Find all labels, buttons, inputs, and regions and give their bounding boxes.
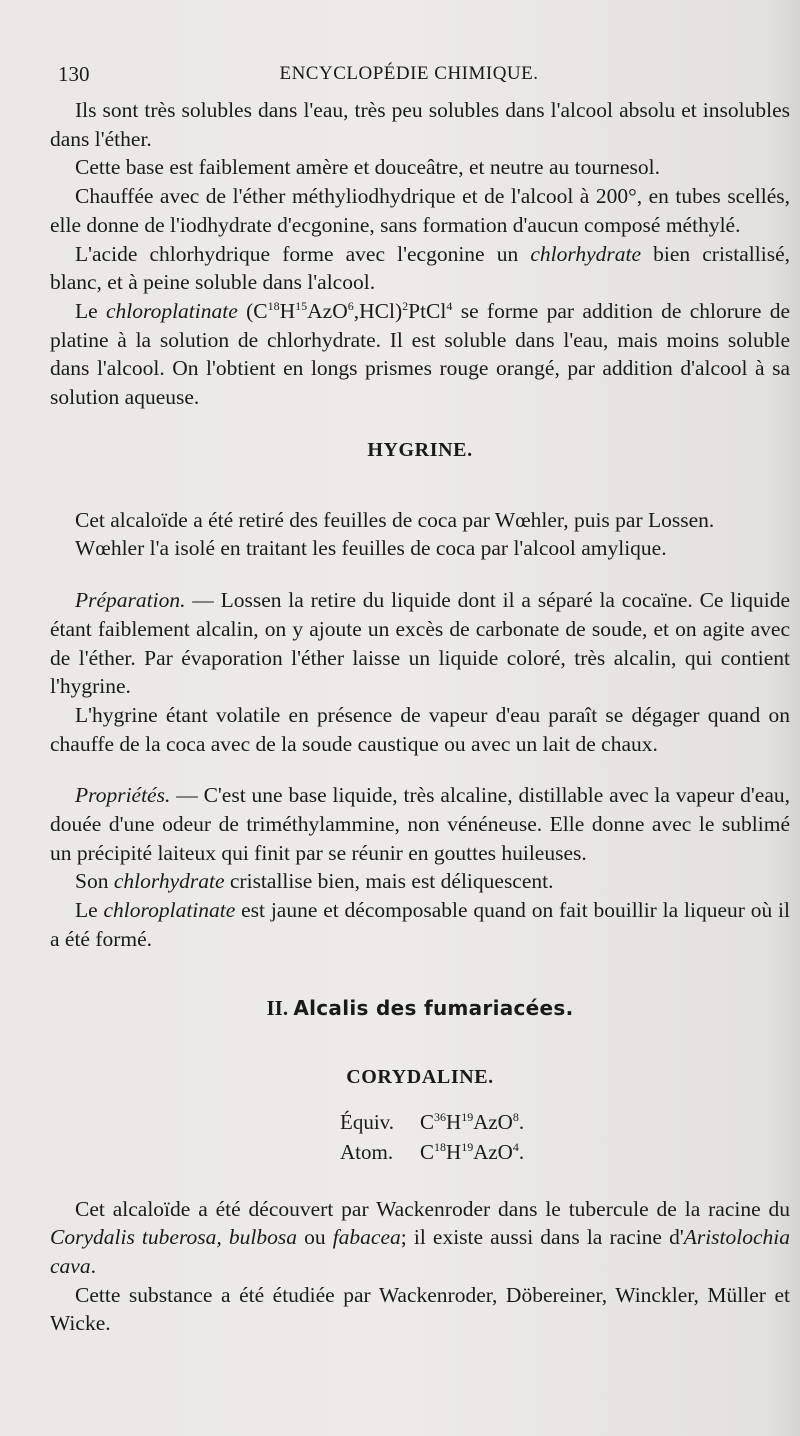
page-number: 130 [58, 62, 90, 86]
running-title: ENCYCLOPÉDIE CHIMIQUE. [279, 63, 539, 84]
paragraph: Son chlorhydrate cristallise bien, mais est déliquescent. [75, 869, 554, 894]
paragraph: Wœhler l'a isolé en traitant les feuilles de coca par l'alcool amylique. [75, 536, 667, 561]
section-heading-fumariacees: II. Alcalis des fumariacées. [266, 995, 574, 1020]
paragraph: Cette base est faiblement amère et douceâtre, et neutre au tournesol. [75, 155, 661, 180]
paragraph: Le chloroplatinate $(C^{18}H^{15}AzO^6,HCl)^2PtCl^4$ se forme par addition de chlorure de platine à la solution de chlorhydrate. Il est soluble dans l'eau, mais moins soluble dans l'alcool. On l'obtient en longs prismes rouge orangé, par addition d'alcool à sa solution aqueuse. [50, 298, 790, 410]
page-header [58, 62, 760, 92]
section-title-hygrine: HYGRINE. [367, 438, 473, 461]
paragraph: Chauffée avec de l'éther méthyliodhydrique et de l'alcool à 200°, en tubes scellés, elle donne de l'iodhydrate d'ecgonine, sans formation d'aucun composé méthylé. [50, 184, 790, 237]
paragraph: Cet alcaloïde a été découvert par Wackenroder dans le tubercule de la racine du Corydalis tuberosa, bulbosa ou fabacea; il existe aussi dans la racine d'Aristolochia cava. [50, 1196, 791, 1278]
paragraph: L'acide chlorhydrique forme avec l'ecgonine un chlorhydrate bien cristallisé, blanc, et à peine soluble dans l'alcool. [50, 241, 791, 295]
paragraph: L'hygrine étant volatile en présence de vapeur d'eau paraît se dégager quand on chauffe de la coca avec de la soude caustique ou avec un lait de chaux. [50, 702, 790, 756]
formula-equiv: Équiv. $C^{36}H^{19}AzO^8$. [340, 1109, 525, 1134]
formula-atom: Atom. $C^{18}H^{19}AzO^4$. [340, 1139, 525, 1164]
section-title-corydaline: CORYDALINE. [346, 1065, 494, 1088]
paragraph: Le chloroplatinate est jaune et décomposable quand on fait bouillir la liqueur où il a été formé. [50, 898, 790, 951]
paragraph: Ils sont très solubles dans l'eau, très peu solubles dans l'alcool absolu et insolubles dans l'éther. [50, 98, 790, 151]
paragraph: Propriétés. — C'est une base liquide, très alcaline, distillable avec la vapeur d'eau, douée d'une odeur de triméthylammine, non vénéneuse. Elle donne avec le sublimé un précipité laiteux qui finit par se réunir en gouttes huileuses. [50, 783, 790, 865]
paragraph: Préparation. — Lossen la retire du liquide dont il a séparé la cocaïne. Ce liquide étant faiblement alcalin, on y ajoute un excès de carbonate de soude, et on agite avec de l'éther. Par évaporation l'éther laisse un liquide coloré, très alcalin, qui contient l'hygrine. [50, 588, 790, 699]
page-body [50, 96, 790, 1338]
paragraph: Cette substance a été étudiée par Wackenroder, Döbereiner, Winckler, Müller et Wicke. [50, 1282, 790, 1336]
paragraph: Cet alcaloïde a été retiré des feuilles de coca par Wœhler, puis par Lossen. [75, 507, 715, 532]
